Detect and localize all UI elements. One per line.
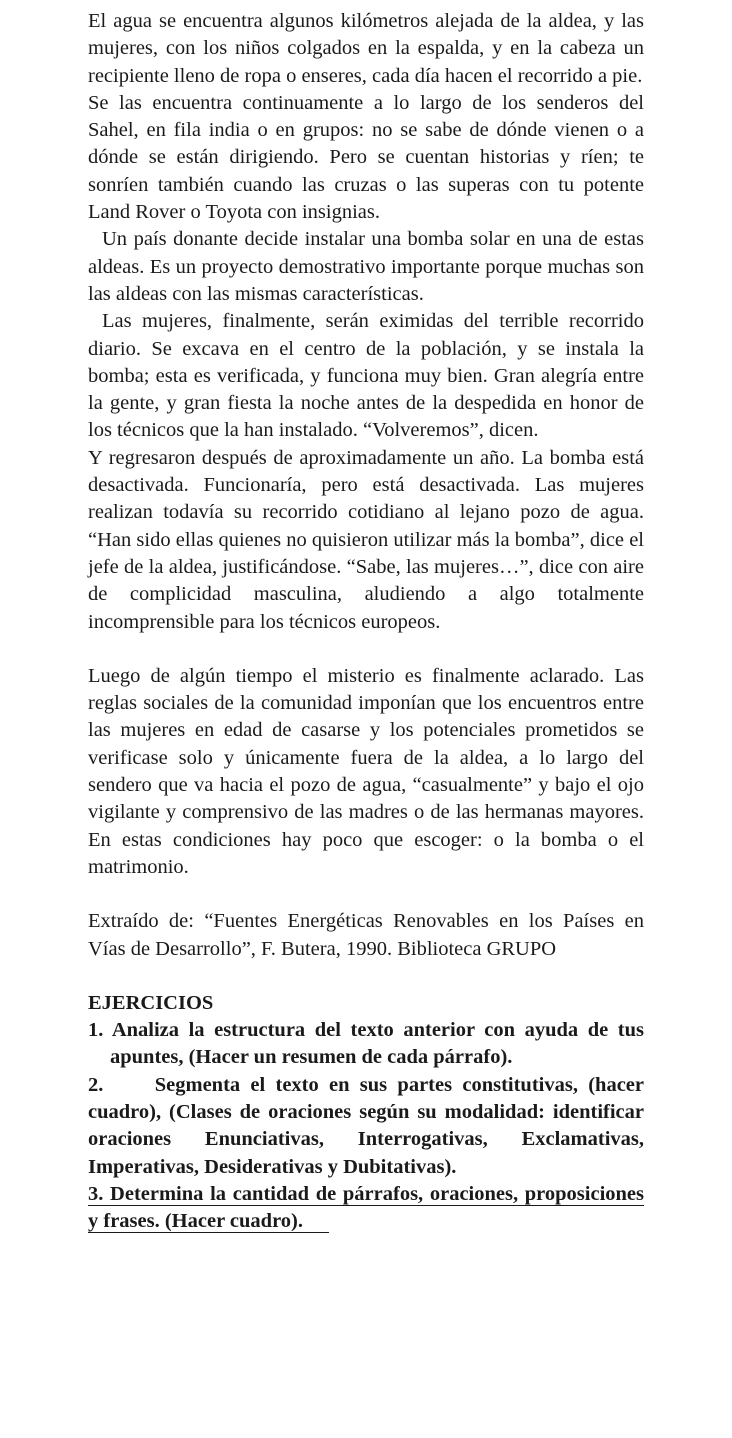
paragraph-5: Y regresaron después de aproximadamente un año. La bomba está desactivada. Funcionaría, pero está desactivada. Las mujeres realizan todavía su recorrido cotidiano al lejano pozo de agua. “Han sido ellas quienes no quisieron utilizar más la bomba”, dice el jefe de la aldea, justificándose. “Sabe, las mujeres…”, dice con aire de complicidad masculina, aludiendo a algo totalmente incomprensible para los técnicos europeos. — [88, 446, 644, 633]
paragraph-1: El agua se encuentra algunos kilómetros alejada de la aldea, y las mujeres, con los niños colgados en la espalda, y en la cabeza un recipiente lleno de ropa o enseres, cada día hacen el recorrido a pie. — [88, 10, 644, 87]
blank-line — [88, 881, 644, 908]
paragraph-3: Un país donante decide instalar una bomba solar en una de estas aldeas. Es un proyecto demostrativo importante porque muchas son las aldeas con las mismas características. — [88, 228, 644, 305]
exercise-3-text: 3. Determina la cantidad de párrafos, oraciones, proposiciones y frases. (Hacer cuadro). — [88, 1182, 644, 1233]
exercises-heading: EJERCICIOS — [88, 991, 214, 1014]
paragraph-6: Luego de algún tiempo el misterio es finalmente aclarado. Las reglas sociales de la comunidad imponían que los encuentros entre las mujeres en edad de casarse y los potenciales prometidos se verificase solo y únicamente fuera de la aldea, a lo largo del sendero que va hacia el pozo de agua, “casualmente” y bajo el ojo vigilante y comprensivo de las madres o de las hermanas mayores. En estas condiciones hay poco que escoger: o la bomba o el matrimonio. — [88, 664, 644, 878]
document-page — [88, 8, 644, 1235]
exercise-1: 1. Analiza la estructura del texto anterior con ayuda de tus apuntes, (Hacer un resumen de cada párrafo). — [88, 1019, 644, 1069]
blank-line — [88, 636, 644, 663]
paragraph-2: Se las encuentra continuamente a lo largo de los senderos del Sahel, en fila india o en grupos: no se sabe de dónde vienen o a dónde se están dirigiendo. Pero se cuentan historias y ríen; te sonríen también cuando las cruzas o las superas con tu potente Land Rover o Toyota con insignias. — [88, 91, 644, 224]
exercise-2: 2. Segmenta el texto en sus partes constitutivas, (hacer cuadro), (Clases de oraciones según su modalidad: identificar oraciones Enunciativas, Interrogativas, Exclamativas, Imperativas, Desiderativas y Dubitativas). — [88, 1073, 644, 1178]
blank-line — [88, 963, 644, 990]
paragraph-4: Las mujeres, finalmente, serán eximidas del terrible recorrido diario. Se excava en el centro de la población, y se instala la bomba; esta es verificada, y funciona muy bien. Gran alegría entre la gente, y gran fiesta la noche antes de la despedida en honor de los técnicos que la han instalado. “Volveremos”, dicen. — [88, 310, 644, 442]
source-citation: Extraído de: “Fuentes Energéticas Renovables en los Países en Vías de Desarrollo”, F. Butera, 1990. Biblioteca GRUPO — [88, 910, 644, 960]
exercise-3 — [88, 1181, 644, 1236]
